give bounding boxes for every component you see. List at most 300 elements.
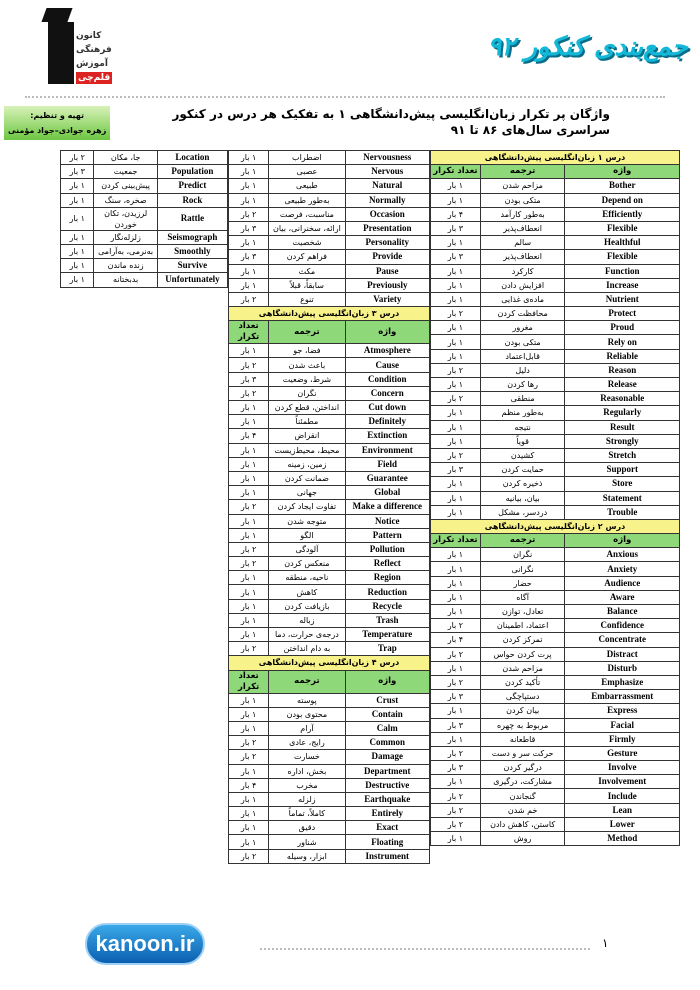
count-cell: ۱ بار bbox=[431, 292, 481, 306]
table-row bbox=[431, 448, 680, 462]
author-box bbox=[4, 106, 110, 140]
column-header-count: تعداد تکرار bbox=[431, 534, 481, 548]
table-row bbox=[229, 151, 430, 165]
word-cell: Concern bbox=[345, 386, 429, 400]
count-cell: ۱ بار bbox=[431, 661, 481, 675]
count-cell: ۲ بار bbox=[431, 392, 481, 406]
table-row bbox=[431, 817, 680, 831]
translation-cell: متکی بودن bbox=[480, 193, 565, 207]
translation-cell: مزاحم شدن bbox=[480, 661, 565, 675]
table-row bbox=[229, 486, 430, 500]
count-cell: ۱ بار bbox=[61, 193, 94, 207]
table-row bbox=[431, 335, 680, 349]
word-cell: Presentation bbox=[345, 221, 429, 235]
count-cell: ۲ بار bbox=[431, 448, 481, 462]
table-row bbox=[229, 500, 430, 514]
word-cell: Strongly bbox=[565, 434, 680, 448]
lesson-header: درس ۴ زبان‌انگلیسی پیش‌دانشگاهی bbox=[229, 656, 430, 670]
translation-cell: گنجاندن bbox=[480, 789, 565, 803]
word-cell: Field bbox=[345, 457, 429, 471]
table-row bbox=[229, 179, 430, 193]
translation-cell: به‌نرمی، به‌آرامی bbox=[94, 244, 157, 258]
lesson-header: درس ۳ زبان‌انگلیسی پیش‌دانشگاهی bbox=[229, 307, 430, 321]
table-row bbox=[229, 429, 430, 443]
table-row bbox=[229, 415, 430, 429]
count-cell: ۴ بار bbox=[229, 778, 269, 792]
count-cell: ۱ بار bbox=[229, 835, 269, 849]
translation-cell: محتوی بودن bbox=[269, 707, 345, 721]
count-cell: ۲ بار bbox=[229, 736, 269, 750]
table-row bbox=[431, 789, 680, 803]
translation-cell: زنده ماندن bbox=[94, 259, 157, 273]
translation-cell: الگو bbox=[269, 528, 345, 542]
count-cell: ۱ بار bbox=[431, 193, 481, 207]
count-cell: ۲ بار bbox=[431, 363, 481, 377]
count-cell: ۱ بار bbox=[229, 571, 269, 585]
table-row bbox=[431, 378, 680, 392]
column-header-word: واژه bbox=[565, 534, 680, 548]
table-row bbox=[229, 792, 430, 806]
count-cell: ۱ بار bbox=[61, 273, 94, 287]
word-cell: Instrument bbox=[345, 849, 429, 863]
table-row bbox=[431, 193, 680, 207]
graduate-figure-icon bbox=[48, 22, 74, 84]
translation-cell: نگران bbox=[480, 548, 565, 562]
word-cell: Gesture bbox=[565, 746, 680, 760]
kanoon-logo-text: قلم‌چی bbox=[78, 73, 111, 83]
word-cell: Include bbox=[565, 789, 680, 803]
table-row bbox=[431, 292, 680, 306]
translation-cell: به دام انداختن bbox=[269, 642, 345, 656]
table-row bbox=[229, 386, 430, 400]
word-cell: Previously bbox=[345, 278, 429, 292]
translation-cell: درگیر کردن bbox=[480, 761, 565, 775]
count-cell: ۲ بار bbox=[431, 675, 481, 689]
translation-cell: دستپاچگی bbox=[480, 690, 565, 704]
column-header-row bbox=[229, 670, 430, 693]
translation-cell: به‌طور طبیعی bbox=[269, 193, 345, 207]
word-cell: Nervous bbox=[345, 165, 429, 179]
table-row bbox=[229, 721, 430, 735]
word-cell: Occasion bbox=[345, 207, 429, 221]
count-cell: ۲ بار bbox=[229, 207, 269, 221]
translation-cell: متوجه شدن bbox=[269, 514, 345, 528]
word-cell: Rock bbox=[157, 193, 227, 207]
word-cell: Common bbox=[345, 736, 429, 750]
count-cell: ۲ بار bbox=[61, 151, 94, 165]
translation-cell: مربوط به چهره bbox=[480, 718, 565, 732]
table-row bbox=[61, 179, 228, 193]
table-row bbox=[431, 463, 680, 477]
translation-cell: سالم bbox=[480, 236, 565, 250]
translation-cell: رها کردن bbox=[480, 378, 565, 392]
column-header-word: واژه bbox=[345, 670, 429, 693]
table-row bbox=[229, 557, 430, 571]
count-cell: ۱ بار bbox=[229, 628, 269, 642]
translation-cell: مطمئناً bbox=[269, 415, 345, 429]
table-row bbox=[229, 778, 430, 792]
count-cell: ۱ بار bbox=[431, 732, 481, 746]
count-cell: ۱ بار bbox=[431, 704, 481, 718]
count-cell: ۱ بار bbox=[229, 585, 269, 599]
count-cell: ۱ بار bbox=[229, 264, 269, 278]
count-cell: ۲ بار bbox=[431, 619, 481, 633]
page-title: واژگان پر تکرار زبان‌انگلیسی پیش‌دانشگاهی ۱ به تفکیک هر درس در کنکور سراسری سال‌های ۸۶ تا ۹۱ bbox=[172, 107, 610, 137]
translation-cell: بخش، اداره bbox=[269, 764, 345, 778]
translation-cell: ذخیره کردن bbox=[480, 477, 565, 491]
word-cell: Concentrate bbox=[565, 633, 680, 647]
count-cell: ۱ بار bbox=[431, 335, 481, 349]
table-row bbox=[229, 278, 430, 292]
translation-cell: حرکت سر و دست bbox=[480, 746, 565, 760]
translation-cell: جا، مکان bbox=[94, 151, 157, 165]
count-cell: ۲ بار bbox=[229, 750, 269, 764]
translation-cell: دقیق bbox=[269, 821, 345, 835]
table-row bbox=[431, 761, 680, 775]
vocab-table-right bbox=[430, 150, 680, 846]
word-cell: Disturb bbox=[565, 661, 680, 675]
word-cell: Recycle bbox=[345, 599, 429, 613]
table-row bbox=[431, 775, 680, 789]
table-row bbox=[431, 605, 680, 619]
translation-cell: پوسته bbox=[269, 693, 345, 707]
count-cell: ۱ بار bbox=[229, 471, 269, 485]
count-cell: ۱ بار bbox=[431, 349, 481, 363]
word-cell: Lower bbox=[565, 817, 680, 831]
table-row bbox=[431, 661, 680, 675]
translation-cell: اعتماد، اطمینان bbox=[480, 619, 565, 633]
kanoon-logo bbox=[40, 8, 110, 88]
translation-cell: بیان، بیانیه bbox=[480, 491, 565, 505]
word-cell: Express bbox=[565, 704, 680, 718]
word-cell: Function bbox=[565, 264, 680, 278]
table-row bbox=[229, 193, 430, 207]
translation-cell: کارکرد bbox=[480, 264, 565, 278]
table-row bbox=[431, 179, 680, 193]
table-row bbox=[431, 207, 680, 221]
word-cell: Damage bbox=[345, 750, 429, 764]
count-cell: ۲ بار bbox=[431, 789, 481, 803]
translation-cell: رایج، عادی bbox=[269, 736, 345, 750]
translation-cell: لرزیدن، تکان خوردن bbox=[94, 207, 157, 230]
word-cell: Lean bbox=[565, 803, 680, 817]
author-label: تهیه و تنظیم: bbox=[30, 111, 85, 120]
table-row bbox=[431, 363, 680, 377]
table-row bbox=[61, 193, 228, 207]
table-row bbox=[229, 292, 430, 306]
translation-cell: مغرور bbox=[480, 321, 565, 335]
word-cell: Rattle bbox=[157, 207, 227, 230]
count-cell: ۲ بار bbox=[229, 386, 269, 400]
table-row bbox=[431, 675, 680, 689]
word-cell: Cut down bbox=[345, 401, 429, 415]
count-cell: ۱ بار bbox=[229, 415, 269, 429]
word-cell: Department bbox=[345, 764, 429, 778]
translation-cell: آلودگی bbox=[269, 542, 345, 556]
word-cell: Personality bbox=[345, 236, 429, 250]
table-row bbox=[229, 358, 430, 372]
count-cell: ۳ بار bbox=[431, 463, 481, 477]
count-cell: ۱ بار bbox=[229, 165, 269, 179]
count-cell: ۱ بار bbox=[431, 321, 481, 335]
word-cell: Confidence bbox=[565, 619, 680, 633]
translation-cell: صخره، سنگ bbox=[94, 193, 157, 207]
count-cell: ۳ بار bbox=[229, 372, 269, 386]
count-cell: ۱ بار bbox=[431, 406, 481, 420]
word-cell: Embarrassment bbox=[565, 690, 680, 704]
table-row bbox=[431, 221, 680, 235]
count-cell: ۱ بار bbox=[431, 775, 481, 789]
word-cell: Rely on bbox=[565, 335, 680, 349]
translation-cell: زلزله‌نگار bbox=[94, 230, 157, 244]
translation-cell: جهانی bbox=[269, 486, 345, 500]
count-cell: ۳ بار bbox=[229, 250, 269, 264]
word-cell: Trouble bbox=[565, 505, 680, 519]
word-cell: Atmosphere bbox=[345, 344, 429, 358]
table-row bbox=[229, 821, 430, 835]
translation-cell: طبیعی bbox=[269, 179, 345, 193]
table-row bbox=[431, 250, 680, 264]
count-cell: ۱ بار bbox=[431, 505, 481, 519]
count-cell: ۱ بار bbox=[431, 832, 481, 846]
page-number: ۱ bbox=[602, 936, 609, 950]
translation-cell: شخصیت bbox=[269, 236, 345, 250]
count-cell: ۴ بار bbox=[229, 429, 269, 443]
word-cell: Destructive bbox=[345, 778, 429, 792]
word-cell: Pause bbox=[345, 264, 429, 278]
table-row bbox=[229, 250, 430, 264]
table-row bbox=[61, 244, 228, 258]
count-cell: ۲ بار bbox=[229, 542, 269, 556]
count-cell: ۱ بار bbox=[229, 693, 269, 707]
word-cell: Provide bbox=[345, 250, 429, 264]
translation-cell: ابزار، وسیله bbox=[269, 849, 345, 863]
word-cell: Release bbox=[565, 378, 680, 392]
count-cell: ۱ بار bbox=[229, 486, 269, 500]
word-cell: Unfortunately bbox=[157, 273, 227, 287]
table-row bbox=[431, 576, 680, 590]
translation-cell: باعث شدن bbox=[269, 358, 345, 372]
count-cell: ۲ بار bbox=[431, 817, 481, 831]
translation-cell: مشارکت، درگیری bbox=[480, 775, 565, 789]
word-cell: Location bbox=[157, 151, 227, 165]
word-cell: Protect bbox=[565, 307, 680, 321]
count-cell: ۱ بار bbox=[229, 613, 269, 627]
count-cell: ۱ بار bbox=[431, 264, 481, 278]
word-cell: Method bbox=[565, 832, 680, 846]
table-row bbox=[431, 690, 680, 704]
word-cell: Balance bbox=[565, 605, 680, 619]
lesson-header-row bbox=[431, 151, 680, 165]
column-header-row bbox=[431, 534, 680, 548]
translation-cell: کاستن، کاهش دادن bbox=[480, 817, 565, 831]
column-header-translation: ترجمه bbox=[480, 534, 565, 548]
translation-cell: قابل‌اعتماد bbox=[480, 349, 565, 363]
translation-cell: پرت کردن حواس bbox=[480, 647, 565, 661]
lesson-header-row bbox=[431, 519, 680, 533]
column-header-word: واژه bbox=[565, 165, 680, 179]
count-cell: ۱ بار bbox=[229, 707, 269, 721]
kanoon-site-logo: kanoon.ir bbox=[85, 923, 205, 965]
count-cell: ۱ بار bbox=[229, 236, 269, 250]
count-cell: ۴ بار bbox=[431, 633, 481, 647]
count-cell: ۱ بار bbox=[229, 151, 269, 165]
translation-cell: فضا، جو bbox=[269, 344, 345, 358]
word-cell: Cause bbox=[345, 358, 429, 372]
table-row bbox=[229, 599, 430, 613]
word-cell: Survive bbox=[157, 259, 227, 273]
table-row bbox=[61, 273, 228, 287]
count-cell: ۱ بار bbox=[229, 278, 269, 292]
table-row bbox=[431, 406, 680, 420]
translation-cell: تأکید کردن bbox=[480, 675, 565, 689]
translation-cell: انقراض bbox=[269, 429, 345, 443]
word-cell: Reflect bbox=[345, 557, 429, 571]
count-cell: ۲ بار bbox=[229, 500, 269, 514]
table-row bbox=[229, 457, 430, 471]
count-cell: ۳ بار bbox=[229, 221, 269, 235]
translation-cell: روش bbox=[480, 832, 565, 846]
count-cell: ۳ بار bbox=[431, 250, 481, 264]
table-row bbox=[431, 732, 680, 746]
word-cell: Notice bbox=[345, 514, 429, 528]
table-row bbox=[229, 236, 430, 250]
count-cell: ۱ بار bbox=[229, 344, 269, 358]
count-cell: ۱ بار bbox=[229, 401, 269, 415]
word-cell: Support bbox=[565, 463, 680, 477]
word-cell: Facial bbox=[565, 718, 680, 732]
lesson-header-row bbox=[229, 656, 430, 670]
word-cell: Exact bbox=[345, 821, 429, 835]
table-row bbox=[229, 807, 430, 821]
translation-cell: خم شدن bbox=[480, 803, 565, 817]
word-cell: Seismograph bbox=[157, 230, 227, 244]
word-cell: Proud bbox=[565, 321, 680, 335]
count-cell: ۳ بار bbox=[61, 165, 94, 179]
word-cell: Variety bbox=[345, 292, 429, 306]
column-header-row bbox=[431, 165, 680, 179]
word-cell: Nervousness bbox=[345, 151, 429, 165]
table-row bbox=[229, 221, 430, 235]
column-header-row bbox=[229, 321, 430, 344]
translation-cell: بدبختانه bbox=[94, 273, 157, 287]
table-row bbox=[229, 628, 430, 642]
column-header-word: واژه bbox=[345, 321, 429, 344]
table-row bbox=[431, 264, 680, 278]
table-row bbox=[61, 259, 228, 273]
count-cell: ۲ بار bbox=[431, 307, 481, 321]
translation-cell: ضمانت کردن bbox=[269, 471, 345, 485]
count-cell: ۱ بار bbox=[431, 548, 481, 562]
table-row bbox=[61, 230, 228, 244]
table-row bbox=[61, 207, 228, 230]
count-cell: ۱ بار bbox=[229, 821, 269, 835]
translation-cell: قویاً bbox=[480, 434, 565, 448]
table-row bbox=[431, 491, 680, 505]
table-row bbox=[229, 264, 430, 278]
translation-cell: محافظت کردن bbox=[480, 307, 565, 321]
word-cell: Contain bbox=[345, 707, 429, 721]
kanoon-logo-text: آموزش bbox=[76, 59, 108, 69]
word-cell: Depend on bbox=[565, 193, 680, 207]
translation-cell: حضار bbox=[480, 576, 565, 590]
count-cell: ۱ بار bbox=[431, 491, 481, 505]
word-cell: Entirely bbox=[345, 807, 429, 821]
word-cell: Temperature bbox=[345, 628, 429, 642]
table-row bbox=[431, 307, 680, 321]
word-cell: Reliable bbox=[565, 349, 680, 363]
brand-logo: جمع‌بندی کنکور ۹۲ bbox=[487, 32, 688, 62]
lesson-header: درس ۱ زبان‌انگلیسی پیش‌دانشگاهی bbox=[431, 151, 680, 165]
count-cell: ۲ بار bbox=[431, 746, 481, 760]
word-cell: Floating bbox=[345, 835, 429, 849]
column-header-count: تعداد تکرار bbox=[431, 165, 481, 179]
translation-cell: به‌طور منظم bbox=[480, 406, 565, 420]
translation-cell: منطقی bbox=[480, 392, 565, 406]
table-row bbox=[431, 619, 680, 633]
word-cell: Global bbox=[345, 486, 429, 500]
translation-cell: متکی بودن bbox=[480, 335, 565, 349]
translation-cell: پیش‌بینی کردن bbox=[94, 179, 157, 193]
count-cell: ۲ بار bbox=[229, 557, 269, 571]
translation-cell: نتیجه bbox=[480, 420, 565, 434]
table-row bbox=[431, 590, 680, 604]
count-cell: ۱ بار bbox=[229, 764, 269, 778]
kanoon-logo-text: فرهنگی bbox=[76, 45, 112, 55]
word-cell: Predict bbox=[157, 179, 227, 193]
table-row bbox=[229, 642, 430, 656]
word-cell: Anxious bbox=[565, 548, 680, 562]
translation-cell: ناحیه، منطقه bbox=[269, 571, 345, 585]
table-row bbox=[431, 392, 680, 406]
table-row bbox=[229, 165, 430, 179]
lesson-header: درس ۲ زبان‌انگلیسی پیش‌دانشگاهی bbox=[431, 519, 680, 533]
column-header-translation: ترجمه bbox=[269, 670, 345, 693]
count-cell: ۱ بار bbox=[431, 590, 481, 604]
translation-cell: دلیل bbox=[480, 363, 565, 377]
count-cell: ۱ بار bbox=[229, 599, 269, 613]
count-cell: ۱ بار bbox=[431, 179, 481, 193]
table-row bbox=[431, 562, 680, 576]
count-cell: ۱ بار bbox=[431, 236, 481, 250]
word-cell: Crust bbox=[345, 693, 429, 707]
word-cell: Bother bbox=[565, 179, 680, 193]
count-cell: ۱ بار bbox=[229, 514, 269, 528]
table-row bbox=[229, 750, 430, 764]
word-cell: Flexible bbox=[565, 250, 680, 264]
count-cell: ۱ بار bbox=[229, 792, 269, 806]
table-row bbox=[229, 471, 430, 485]
translation-cell: زلزله bbox=[269, 792, 345, 806]
word-cell: Make a difference bbox=[345, 500, 429, 514]
count-cell: ۲ بار bbox=[431, 803, 481, 817]
word-cell: Environment bbox=[345, 443, 429, 457]
table-row bbox=[431, 803, 680, 817]
table-row bbox=[431, 548, 680, 562]
translation-cell: مخرب bbox=[269, 778, 345, 792]
vocab-table-left bbox=[60, 150, 228, 288]
word-cell: Statement bbox=[565, 491, 680, 505]
count-cell: ۲ بار bbox=[229, 292, 269, 306]
translation-cell: مزاحم شدن bbox=[480, 179, 565, 193]
count-cell: ۱ بار bbox=[61, 259, 94, 273]
word-cell: Stretch bbox=[565, 448, 680, 462]
table-row bbox=[431, 832, 680, 846]
count-cell: ۱ بار bbox=[229, 807, 269, 821]
translation-cell: انعطاف‌پذیر bbox=[480, 250, 565, 264]
word-cell: Audience bbox=[565, 576, 680, 590]
count-cell: ۱ بار bbox=[61, 179, 94, 193]
